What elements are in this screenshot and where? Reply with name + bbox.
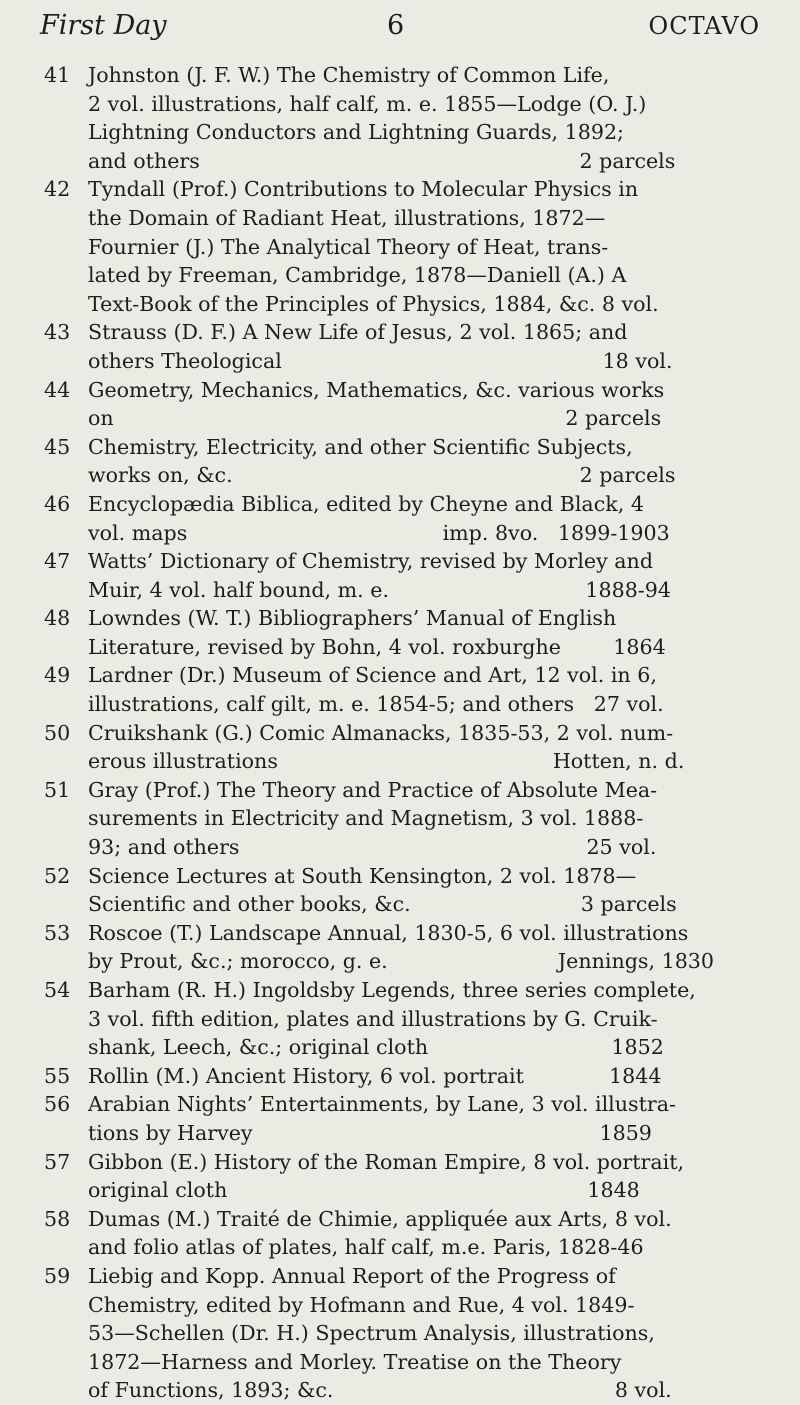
page-header xyxy=(40,6,760,46)
lot-number: 52 xyxy=(44,863,71,888)
lot-line: Literature, revised by Bohn, 4 vol. roxburghe 1864 xyxy=(88,634,666,659)
lot-entry xyxy=(44,1090,760,1147)
lot-description xyxy=(88,1205,760,1262)
lot-line: vol. maps imp. 8vo. 1899-1903 xyxy=(88,520,670,545)
lot-entry xyxy=(44,719,760,776)
lot-description xyxy=(88,1062,760,1091)
lot-number: 45 xyxy=(44,434,71,459)
lot-description xyxy=(88,1090,760,1147)
lot-line: Roscoe (T.) Landscape Annual, 1830-5, 6 vol. illustrations xyxy=(88,920,689,945)
lot-line: 93; and others 25 vol. xyxy=(88,835,657,860)
lot-line: 3 vol. fifth edition, plates and illustrations by G. Cruik- xyxy=(88,1006,658,1031)
header-day: First Day xyxy=(40,10,167,41)
lot-number: 57 xyxy=(44,1149,71,1174)
lot-description xyxy=(88,490,760,547)
lot-number: 59 xyxy=(44,1263,71,1288)
lot-entry xyxy=(44,61,760,175)
lot-entry xyxy=(44,1148,760,1205)
lot-line: and others 2 parcels xyxy=(88,148,676,173)
lot-line: shank, Leech, &c.; original cloth 1852 xyxy=(88,1035,664,1060)
lot-line: Watts’ Dictionary of Chemistry, revised by Morley and xyxy=(88,549,653,574)
lot-line: Text-Book of the Principles of Physics, 1884, &c. 8 vol. xyxy=(88,291,659,316)
lot-line: on 2 parcels xyxy=(88,406,662,431)
lot-line: 2 vol. illustrations, half calf, m. e. 1855—Lodge (O. J.) xyxy=(88,91,647,116)
lot-line: Lightning Conductors and Lightning Guards, 1892; xyxy=(88,120,624,145)
lot-line: Gibbon (E.) History of the Roman Empire, 8 vol. portrait, xyxy=(88,1149,685,1174)
lot-entry xyxy=(44,776,760,862)
lot-description xyxy=(88,776,760,862)
lot-entry xyxy=(44,175,760,318)
lot-description xyxy=(88,1262,760,1405)
lot-number: 49 xyxy=(44,663,71,688)
lot-list xyxy=(44,61,760,1405)
lot-description xyxy=(88,61,760,175)
lot-line: 1872—Harness and Morley. Treatise on the Theory xyxy=(88,1349,622,1374)
lot-description xyxy=(88,318,760,375)
lot-number: 47 xyxy=(44,549,71,574)
lot-line: tions by Harvey 1859 xyxy=(88,1120,652,1145)
lot-description xyxy=(88,919,760,976)
lot-number: 51 xyxy=(44,777,71,802)
lot-entry xyxy=(44,318,760,375)
lot-line: Arabian Nights’ Entertainments, by Lane, 3 vol. illustra- xyxy=(88,1092,676,1117)
lot-description xyxy=(88,547,760,604)
lot-entry xyxy=(44,547,760,604)
lot-line: Science Lectures at South Kensington, 2 vol. 1878— xyxy=(88,863,637,888)
lot-number: 48 xyxy=(44,606,71,631)
lot-entry xyxy=(44,376,760,433)
lot-entry xyxy=(44,661,760,718)
lot-entry xyxy=(44,1262,760,1405)
lot-line: original cloth 1848 xyxy=(88,1178,640,1203)
lot-line: Chemistry, edited by Hofmann and Rue, 4 vol. 1849- xyxy=(88,1292,635,1317)
lot-line: Rollin (M.) Ancient History, 6 vol. portrait 1844 xyxy=(88,1063,662,1088)
lot-description xyxy=(88,175,760,318)
lot-line: Dumas (M.) Traité de Chimie, appliquée aux Arts, 8 vol. xyxy=(88,1206,672,1231)
lot-entry xyxy=(44,604,760,661)
lot-entry xyxy=(44,433,760,490)
lot-line: Gray (Prof.) The Theory and Practice of Absolute Mea- xyxy=(88,777,658,802)
lot-description xyxy=(88,661,760,718)
lot-description xyxy=(88,976,760,1062)
header-format: OCTAVO xyxy=(648,12,760,40)
lot-entry xyxy=(44,1062,760,1091)
lot-number: 46 xyxy=(44,491,71,516)
lot-number: 42 xyxy=(44,177,71,202)
lot-entry xyxy=(44,1205,760,1262)
lot-description xyxy=(88,1148,760,1205)
lot-line: erous illustrations Hotten, n. d. xyxy=(88,749,685,774)
lot-line: Lardner (Dr.) Museum of Science and Art, 12 vol. in 6, xyxy=(88,663,657,688)
lot-line: Strauss (D. F.) A New Life of Jesus, 2 vol. 1865; and xyxy=(88,320,628,345)
lot-line: Johnston (J. F. W.) The Chemistry of Common Life, xyxy=(88,63,610,87)
lot-line: Tyndall (Prof.) Contributions to Molecular Physics in xyxy=(88,177,639,202)
lot-line: Fournier (J.) The Analytical Theory of Heat, trans- xyxy=(88,234,609,259)
lot-line: works on, &c. 2 parcels xyxy=(88,463,676,488)
lot-line: 53—Schellen (Dr. H.) Spectrum Analysis, illustrations, xyxy=(88,1321,655,1346)
lot-line: Scientific and other books, &c. 3 parcels xyxy=(88,892,677,917)
lot-number: 53 xyxy=(44,920,71,945)
lot-number: 41 xyxy=(44,63,71,87)
lot-line: Geometry, Mechanics, Mathematics, &c. various works xyxy=(88,377,665,402)
lot-entry xyxy=(44,862,760,919)
lot-entry xyxy=(44,919,760,976)
lot-description xyxy=(88,376,760,433)
lot-description xyxy=(88,862,760,919)
lot-line: Chemistry, Electricity, and other Scientific Subjects, xyxy=(88,434,633,459)
lot-line: of Functions, 1893; &c. 8 vol. xyxy=(88,1378,672,1403)
lot-description xyxy=(88,604,760,661)
lot-description xyxy=(88,433,760,490)
lot-description xyxy=(88,719,760,776)
page-number: 6 xyxy=(387,10,405,41)
lot-entry xyxy=(44,490,760,547)
lot-number: 43 xyxy=(44,320,71,345)
lot-number: 44 xyxy=(44,377,71,402)
lot-number: 56 xyxy=(44,1092,71,1117)
lot-line: and folio atlas of plates, half calf, m.e. Paris, 1828-46 xyxy=(88,1235,644,1260)
lot-number: 50 xyxy=(44,720,71,745)
lot-line: surements in Electricity and Magnetism, 3 vol. 1888- xyxy=(88,806,644,831)
lot-line: by Prout, &c.; morocco, g. e. Jennings, 1830 xyxy=(88,949,714,974)
lot-line: Barham (R. H.) Ingoldsby Legends, three series complete, xyxy=(88,978,696,1002)
lot-line: illustrations, calf gilt, m. e. 1854-5; and others 27 vol. xyxy=(88,692,664,717)
lot-line: Liebig and Kopp. Annual Report of the Progress of xyxy=(88,1263,616,1288)
lot-line: Cruikshank (G.) Comic Almanacks, 1835-53, 2 vol. num- xyxy=(88,720,674,745)
lot-line: others Theological 18 vol. xyxy=(88,348,673,373)
lot-number: 58 xyxy=(44,1206,71,1231)
lot-number: 55 xyxy=(44,1063,71,1088)
lot-entry xyxy=(44,976,760,1062)
lot-line: the Domain of Radiant Heat, illustrations, 1872— xyxy=(88,205,606,230)
lot-line: Encyclopædia Biblica, edited by Cheyne and Black, 4 xyxy=(88,491,644,516)
lot-line: Muir, 4 vol. half bound, m. e. 1888-94 xyxy=(88,577,671,602)
lot-line: Lowndes (W. T.) Bibliographers’ Manual of English xyxy=(88,606,617,631)
lot-number: 54 xyxy=(44,978,71,1002)
lot-line: lated by Freeman, Cambridge, 1878—Daniell (A.) A xyxy=(88,263,627,288)
